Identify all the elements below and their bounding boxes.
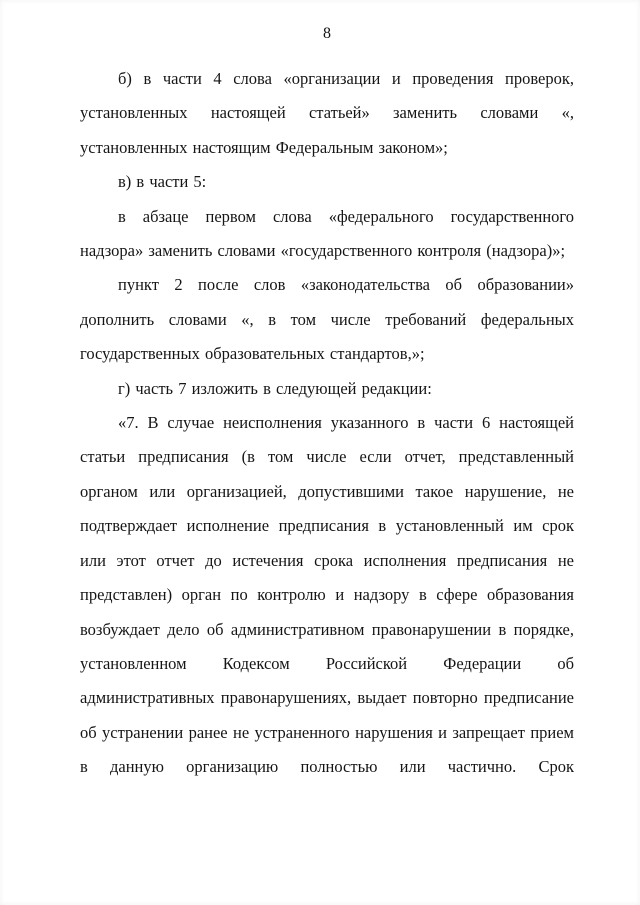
paragraph-chast-7: «7. В случае неисполнения указанного в части 6 настоящей статьи предписания (в том числе если отчет, представленный органом или организацией, допустившими такое нарушение, не подтверждает исполнение предписания в установленный им срок или этот отчет до истечения срока исполнения предписания не представлен) орган по контролю и надзору в сфере образования возбуждает дело об административном правонарушении в порядке, установленном Кодексом Российской Федерации об административных правонарушениях, выдает повторно предписание об устранении ранее не устраненного нарушения и запрещает прием в данную организацию полностью или частично. Срок (80, 413, 574, 777)
paragraph-abzats-pervyi: в абзаце первом слова «федерального государственного надзора» заменить словами «государственного контроля (надзора)»; (80, 206, 574, 261)
paragraph-punkt-2: пункт 2 после слов «законодательства об образовании» дополнить словами «, в том числе требований федеральных государственных образовательных стандартов,»; (80, 275, 574, 364)
paragraph-amendment-v: в) в части 5: (118, 172, 207, 192)
document-body (80, 62, 574, 785)
page-number: 8 (323, 25, 331, 42)
paragraph-amendment-g: г) часть 7 изложить в следующей редакции: (118, 378, 432, 398)
paragraph-amendment-b: б) в части 4 слова «организации и проведения проверок, установленных настоящей статьей» заменить словами «, установленных настоящим Федеральным законом»; (80, 69, 574, 157)
